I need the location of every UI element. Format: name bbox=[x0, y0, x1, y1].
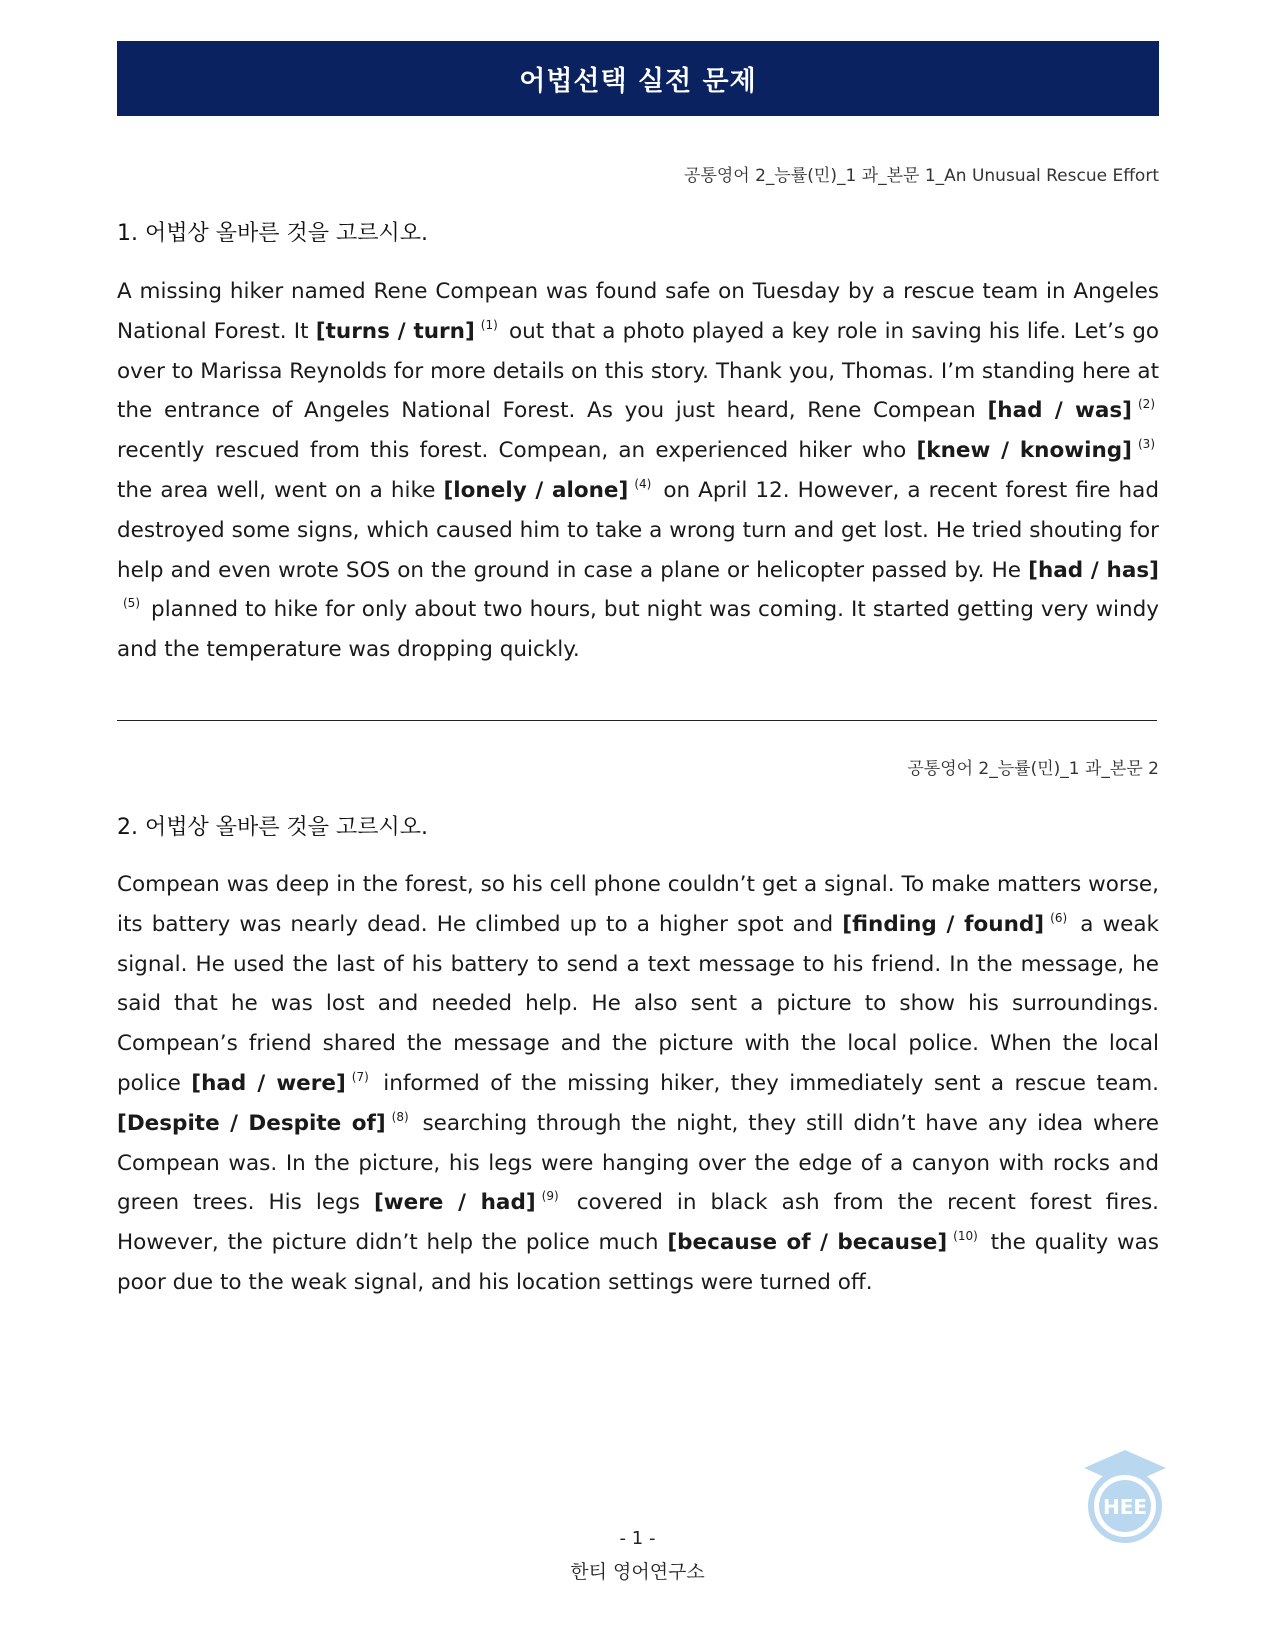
grammar-choice: [lonely / alone] bbox=[443, 477, 629, 503]
grammar-choice: [because of / because] bbox=[667, 1230, 948, 1256]
page-header-bar bbox=[117, 41, 1159, 116]
choice-number: (1) bbox=[480, 317, 498, 332]
choice-number: (2) bbox=[1138, 397, 1155, 412]
passage-1 bbox=[117, 272, 1159, 670]
grammar-choice: [had / was] bbox=[987, 398, 1132, 424]
source-label-2: 공통영어 2_능률(민)_1 과_본문 2 bbox=[907, 759, 1159, 779]
passage-text: the area well, went on a hike bbox=[117, 477, 444, 503]
passage-text: recently rescued from this forest. Compean, an experienced hiker who bbox=[117, 438, 917, 464]
page-number: - 1 - bbox=[619, 1528, 656, 1549]
grammar-choice: [were / had] bbox=[373, 1190, 536, 1216]
choice-number: (4) bbox=[634, 476, 652, 491]
choice-number: (9) bbox=[541, 1189, 559, 1204]
grammar-choice: [had / were] bbox=[191, 1070, 346, 1096]
grammar-choice: [Despite / Despite of] bbox=[117, 1110, 386, 1136]
passage-text: informed of the missing hiker, they immediately sent a rescue team. bbox=[372, 1070, 1159, 1096]
grammar-choice: [turns / turn] bbox=[315, 318, 475, 344]
passage-text: a weak signal. He used the last of his battery to send a text message to his friend. In the message, he said that he was lost and needed help. He also sent a picture to show his surroundings. Compean’s friend shared the message and the picture with the local police. When the local police bbox=[117, 911, 1160, 1096]
passage-text: covered in black ash from the recent forest fires. However, the picture didn’t help the police much bbox=[117, 1190, 1159, 1256]
grammar-choice: [had / has] bbox=[1028, 557, 1159, 583]
choice-number: (6) bbox=[1050, 910, 1068, 925]
passage-2 bbox=[117, 865, 1159, 1303]
choice-number: (7) bbox=[351, 1069, 369, 1084]
footer-organization: 한티 영어연구소 bbox=[570, 1561, 705, 1583]
passage-text: Compean was deep in the forest, so his cell phone couldn’t get a signal. To make matters worse, its battery was nearly dead. He climbed up to a higher spot and bbox=[117, 872, 1159, 937]
passage-text: out that a photo played a key role in saving his life. Let’s go over to Marissa Reynolds for more details on this story. Thank you, Thomas. I’m standing here at the entrance of Angeles National Forest. As you just heard, Rene Compean bbox=[117, 318, 1159, 424]
passage-text: on April 12. However, a recent forest fire had destroyed some signs, which caused him to take a wrong turn and get lost. He tried shouting for help and even wrote SOS on the ground in case a plane or helicopter passed by. He bbox=[117, 477, 1159, 583]
question-title-2: 2. 어법상 올바른 것을 고르시오. bbox=[117, 815, 428, 840]
question-title-1: 1. 어법상 올바른 것을 고르시오. bbox=[117, 221, 428, 246]
grammar-choice: [knew / knowing] bbox=[916, 438, 1132, 464]
passage-text: searching through the night, they still didn’t have any idea where Compean was. In the picture, his legs were hanging over the edge of a canyon with rocks and green trees. His legs bbox=[117, 1110, 1159, 1216]
choice-number: (8) bbox=[391, 1109, 409, 1124]
logo-text: HEE bbox=[1102, 1495, 1148, 1519]
choice-number: (3) bbox=[1138, 437, 1155, 452]
section-divider bbox=[117, 720, 1157, 721]
passage-text: A missing hiker named Rene Compean was found safe on Tuesday by a rescue team in Angeles National Forest. It bbox=[117, 279, 1159, 344]
passage-text: the quality was poor due to the weak signal, and his location settings were turned off. bbox=[117, 1230, 1160, 1295]
choice-number: (10) bbox=[953, 1229, 978, 1244]
source-label-1: 공통영어 2_능률(민)_1 과_본문 1_An Unusual Rescue Effort bbox=[684, 166, 1159, 186]
page-title: 어법선택 실전 문제 bbox=[519, 66, 757, 97]
passage-text: planned to hike for only about two hours, but night was coming. It started getting very windy and the temperature was dropping quickly. bbox=[117, 597, 1159, 663]
grammar-choice: [finding / found] bbox=[842, 911, 1045, 937]
choice-number: (5) bbox=[123, 596, 140, 611]
